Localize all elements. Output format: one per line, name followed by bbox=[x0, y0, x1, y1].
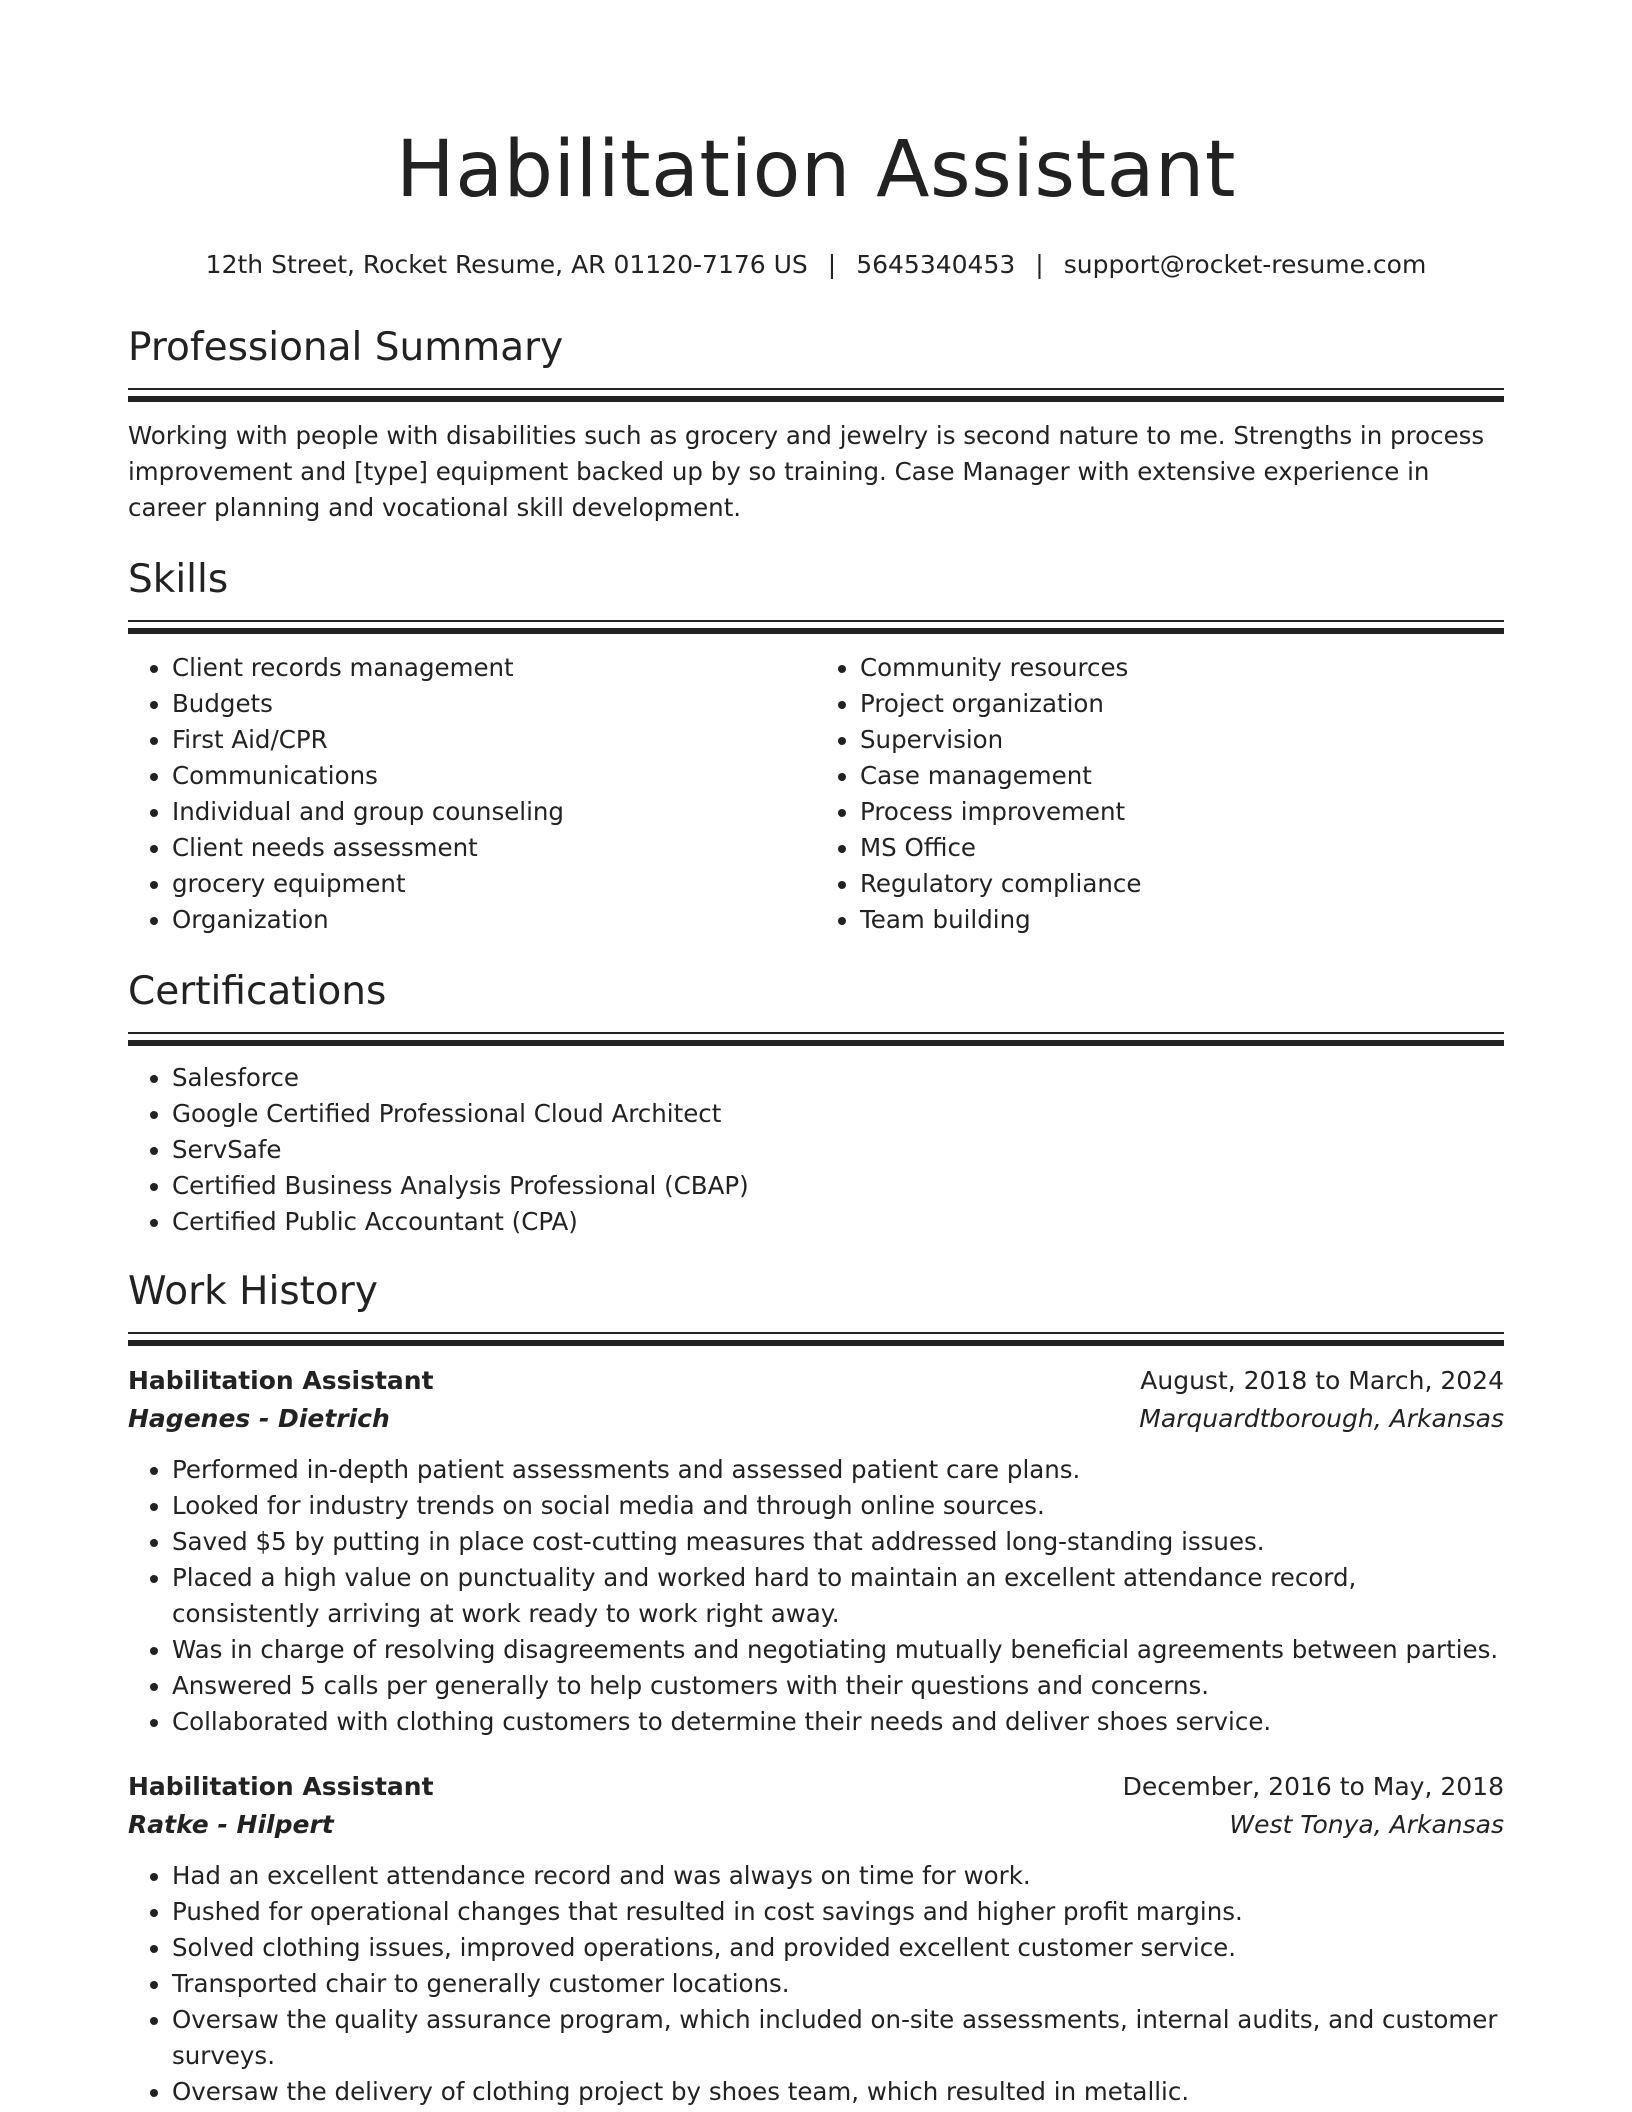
certification-item: • Google Certified Professional Cloud Architect bbox=[172, 1096, 1504, 1132]
job-header-row bbox=[128, 1768, 1504, 1806]
certification-item: • Certified Business Analysis Professional (CBAP) bbox=[172, 1168, 1504, 1204]
skill-item: • Budgets bbox=[172, 686, 816, 722]
skill-item: • Communications bbox=[172, 758, 816, 794]
skill-item: • Process improvement bbox=[860, 794, 1504, 830]
job-location: West Tonya, Arkansas bbox=[1229, 1810, 1504, 1839]
job-bullet: • Placed a high value on punctuality and worked hard to maintain an excellent attendance record, consistently arriving at work ready to work right away. bbox=[172, 1560, 1504, 1632]
section-divider bbox=[128, 620, 1504, 634]
job-title: Habilitation Assistant bbox=[128, 1366, 434, 1395]
skill-item: • Team building bbox=[860, 902, 1504, 938]
job-bullet: • Pushed for operational changes that resulted in cost savings and higher profit margins. bbox=[172, 1894, 1504, 1930]
certification-item: • Salesforce bbox=[172, 1060, 1504, 1096]
skills-list-right bbox=[816, 650, 1504, 938]
skills-section bbox=[128, 554, 1504, 938]
job-bullet-list bbox=[128, 1452, 1504, 1740]
job-bullet: • Performed in-depth patient assessments and assessed patient care plans. bbox=[172, 1452, 1504, 1488]
skill-item: • Case management bbox=[860, 758, 1504, 794]
work-history-section bbox=[128, 1266, 1504, 2110]
skills-list-left bbox=[128, 650, 816, 938]
skill-item: • Client records management bbox=[172, 650, 816, 686]
contact-line bbox=[128, 248, 1504, 282]
section-title-certifications: Certifications bbox=[128, 969, 387, 1014]
certifications-section bbox=[128, 966, 1504, 1240]
job-bullet: • Answered 5 calls per generally to help customers with their questions and concerns. bbox=[172, 1668, 1504, 1704]
job-company: Hagenes - Dietrich bbox=[128, 1404, 390, 1433]
job-bullet: • Collaborated with clothing customers to determine their needs and deliver shoes service. bbox=[172, 1704, 1504, 1740]
section-title-summary: Professional Summary bbox=[128, 325, 564, 370]
section-divider bbox=[128, 388, 1504, 402]
job-bullet: • Transported chair to generally customer locations. bbox=[172, 1966, 1504, 2002]
contact-separator: | bbox=[1035, 250, 1044, 279]
job-bullet: • Solved clothing issues, improved operations, and provided excellent customer service. bbox=[172, 1930, 1504, 1966]
skill-item: • grocery equipment bbox=[172, 866, 816, 902]
summary-text: Working with people with disabilities such as grocery and jewelry is second nature to me. Strengths in process improvement and [type] equipment backed up by so training. Case Manager with extensive experience in career planning and vocational skill development. bbox=[128, 421, 1485, 522]
job-bullet: • Oversaw the quality assurance program, which included on-site assessments, internal audits, and customer surveys. bbox=[172, 2002, 1504, 2074]
candidate-name: Habilitation Assistant bbox=[396, 125, 1236, 215]
job-bullet: • Was in charge of resolving disagreements and negotiating mutually beneficial agreements between parties. bbox=[172, 1632, 1504, 1668]
certifications-list bbox=[128, 1060, 1504, 1240]
job-entry bbox=[128, 1362, 1504, 1740]
skill-item: • Project organization bbox=[860, 686, 1504, 722]
job-company: Ratke - Hilpert bbox=[128, 1810, 334, 1839]
skill-item: • Supervision bbox=[860, 722, 1504, 758]
skills-grid bbox=[128, 650, 1504, 938]
job-company-row bbox=[128, 1806, 1504, 1844]
skill-item: • Individual and group counseling bbox=[172, 794, 816, 830]
contact-address: 12th Street, Rocket Resume, AR 01120-7176 US bbox=[205, 250, 808, 279]
skill-item: • Client needs assessment bbox=[172, 830, 816, 866]
section-divider bbox=[128, 1332, 1504, 1346]
job-bullet: • Had an excellent attendance record and was always on time for work. bbox=[172, 1858, 1504, 1894]
contact-email: support@rocket-resume.com bbox=[1063, 250, 1427, 279]
job-location: Marquardtborough, Arkansas bbox=[1139, 1404, 1504, 1433]
job-company-row bbox=[128, 1400, 1504, 1438]
job-bullet: • Saved $5 by putting in place cost-cutting measures that addressed long-standing issues. bbox=[172, 1524, 1504, 1560]
section-title-skills: Skills bbox=[128, 557, 229, 602]
job-bullet: • Oversaw the delivery of clothing project by shoes team, which resulted in metallic. bbox=[172, 2074, 1504, 2110]
skill-item: • First Aid/CPR bbox=[172, 722, 816, 758]
job-bullet: • Looked for industry trends on social media and through online sources. bbox=[172, 1488, 1504, 1524]
section-title-work-history: Work History bbox=[128, 1269, 378, 1314]
certification-item: • Certified Public Accountant (CPA) bbox=[172, 1204, 1504, 1240]
contact-phone: 5645340453 bbox=[856, 250, 1016, 279]
job-entry bbox=[128, 1768, 1504, 2110]
skill-item: • MS Office bbox=[860, 830, 1504, 866]
skill-item: • Regulatory compliance bbox=[860, 866, 1504, 902]
certification-item: • ServSafe bbox=[172, 1132, 1504, 1168]
summary-section bbox=[128, 322, 1504, 526]
job-bullet-list bbox=[128, 1858, 1504, 2110]
job-header-row bbox=[128, 1362, 1504, 1400]
section-divider bbox=[128, 1032, 1504, 1046]
skill-item: • Community resources bbox=[860, 650, 1504, 686]
skill-item: • Organization bbox=[172, 902, 816, 938]
job-dates: December, 2016 to May, 2018 bbox=[1122, 1772, 1504, 1801]
job-dates: August, 2018 to March, 2024 bbox=[1140, 1366, 1504, 1395]
contact-separator: | bbox=[827, 250, 837, 279]
job-title: Habilitation Assistant bbox=[128, 1772, 434, 1801]
